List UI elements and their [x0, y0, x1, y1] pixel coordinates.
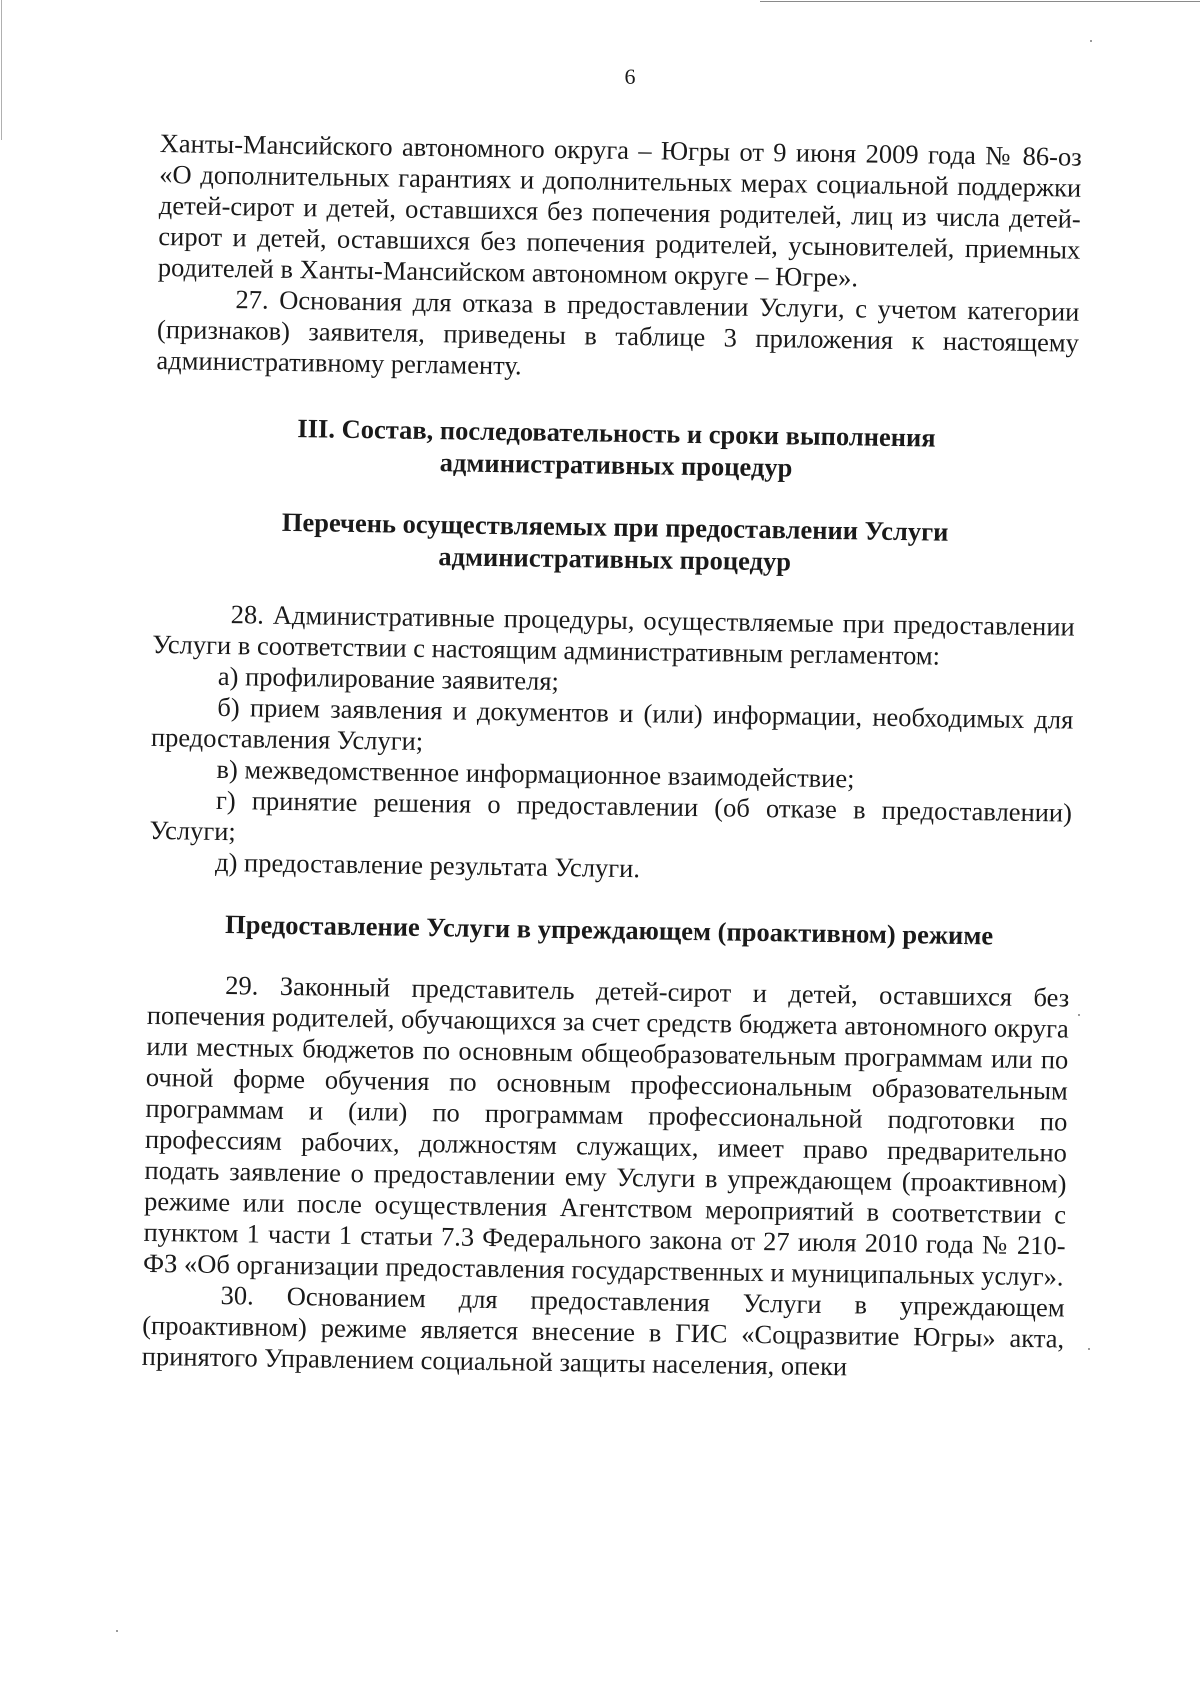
- subsection-heading-procedures: [153, 504, 1076, 582]
- procedure-item-b: б) прием заявления и документов и (или) информации, необходимых для предоставления Услуги;: [150, 691, 1074, 756]
- document-body: [142, 128, 1082, 1386]
- subsection-heading-line-1: Перечень осуществляемых при предоставлении Услуги: [281, 506, 949, 547]
- scan-edge-top: [760, 1, 1200, 2]
- page-number: 6: [624, 64, 636, 89]
- scan-speck: [1090, 40, 1092, 42]
- intro-paragraph: Ханты-Мансийского автономного округа – Югры от 9 июня 2009 года № 86-оз «О дополнительных гарантиях и дополнительных мерах социальной поддержки детей-сирот и детей, оставшихся без попечения родителей, лиц из числа детей-сирот и детей, оставшихся без попечения родителей, усыновителей, приемных родителей в Ханты-Мансийском автономном округе – Югре».: [157, 128, 1082, 293]
- scan-speck: [116, 1630, 118, 1632]
- subsection-heading-line-2: административных процедур: [438, 541, 792, 577]
- procedure-item-e: д) предоставление результата Услуги.: [214, 846, 641, 884]
- paragraph-30: 30. Основанием для предоставления Услуги в упреждающем (проактивном) режиме является внесение в ГИС «Соцразвитие Югры» акта, принятого Управлением социальной защиты населения, опеки: [141, 1280, 1065, 1382]
- section-heading-line-1: III. Состав, последовательность и сроки выполнения: [297, 413, 936, 453]
- scan-speck: [1078, 1014, 1080, 1016]
- procedure-item-a: а) профилирование заявителя;: [217, 660, 560, 696]
- section-heading: [155, 410, 1078, 488]
- paragraph-28: 28. Административные процедуры, осуществляемые при предоставлении Услуги в соответствии с настоящим административным регламентом:: [152, 599, 1075, 671]
- subsection-heading-proactive: Предоставление Услуги в упреждающем (проактивном) режиме: [224, 909, 994, 951]
- scan-speck: [1088, 1348, 1090, 1350]
- procedure-item-d: г) принятие решения о предоставлении (об отказе в предоставлении) Услуги;: [149, 784, 1073, 847]
- paragraph-27: 27. Основания для отказа в предоставлении Услуги, с учетом категории (признаков) заявителя, приведены в таблице 3 приложения к настоящему административному регламенту.: [156, 284, 1080, 381]
- procedure-item-c: в) межведомственное информационное взаимодействие;: [216, 753, 855, 794]
- section-heading-line-2: административных процедур: [439, 447, 793, 483]
- procedures-list: [149, 660, 1074, 891]
- paragraph-29: 29. Законный представитель детей-сирот и детей, оставшихся без попечения родителей, обучающихся за счет средств бюджета автономного округа или местных бюджетов по основным общеобразовательным программам или по очной форме обучения по основным профессиональным образовательным программам и (или) по программам профессиональной подготовки по профессиям рабочих, должностям служащих, имеет право предварительно подать заявление о предоставлении ему Услуги в упреждающем (проактивном) режиме или после осуществления Агентством мероприятий в соответствии с пунктом 1 части 1 статьи 7.3 Федерального закона от 27 июля 2010 года № 210-ФЗ «Об организации предоставления государственных и муниципальных услуг».: [142, 970, 1070, 1292]
